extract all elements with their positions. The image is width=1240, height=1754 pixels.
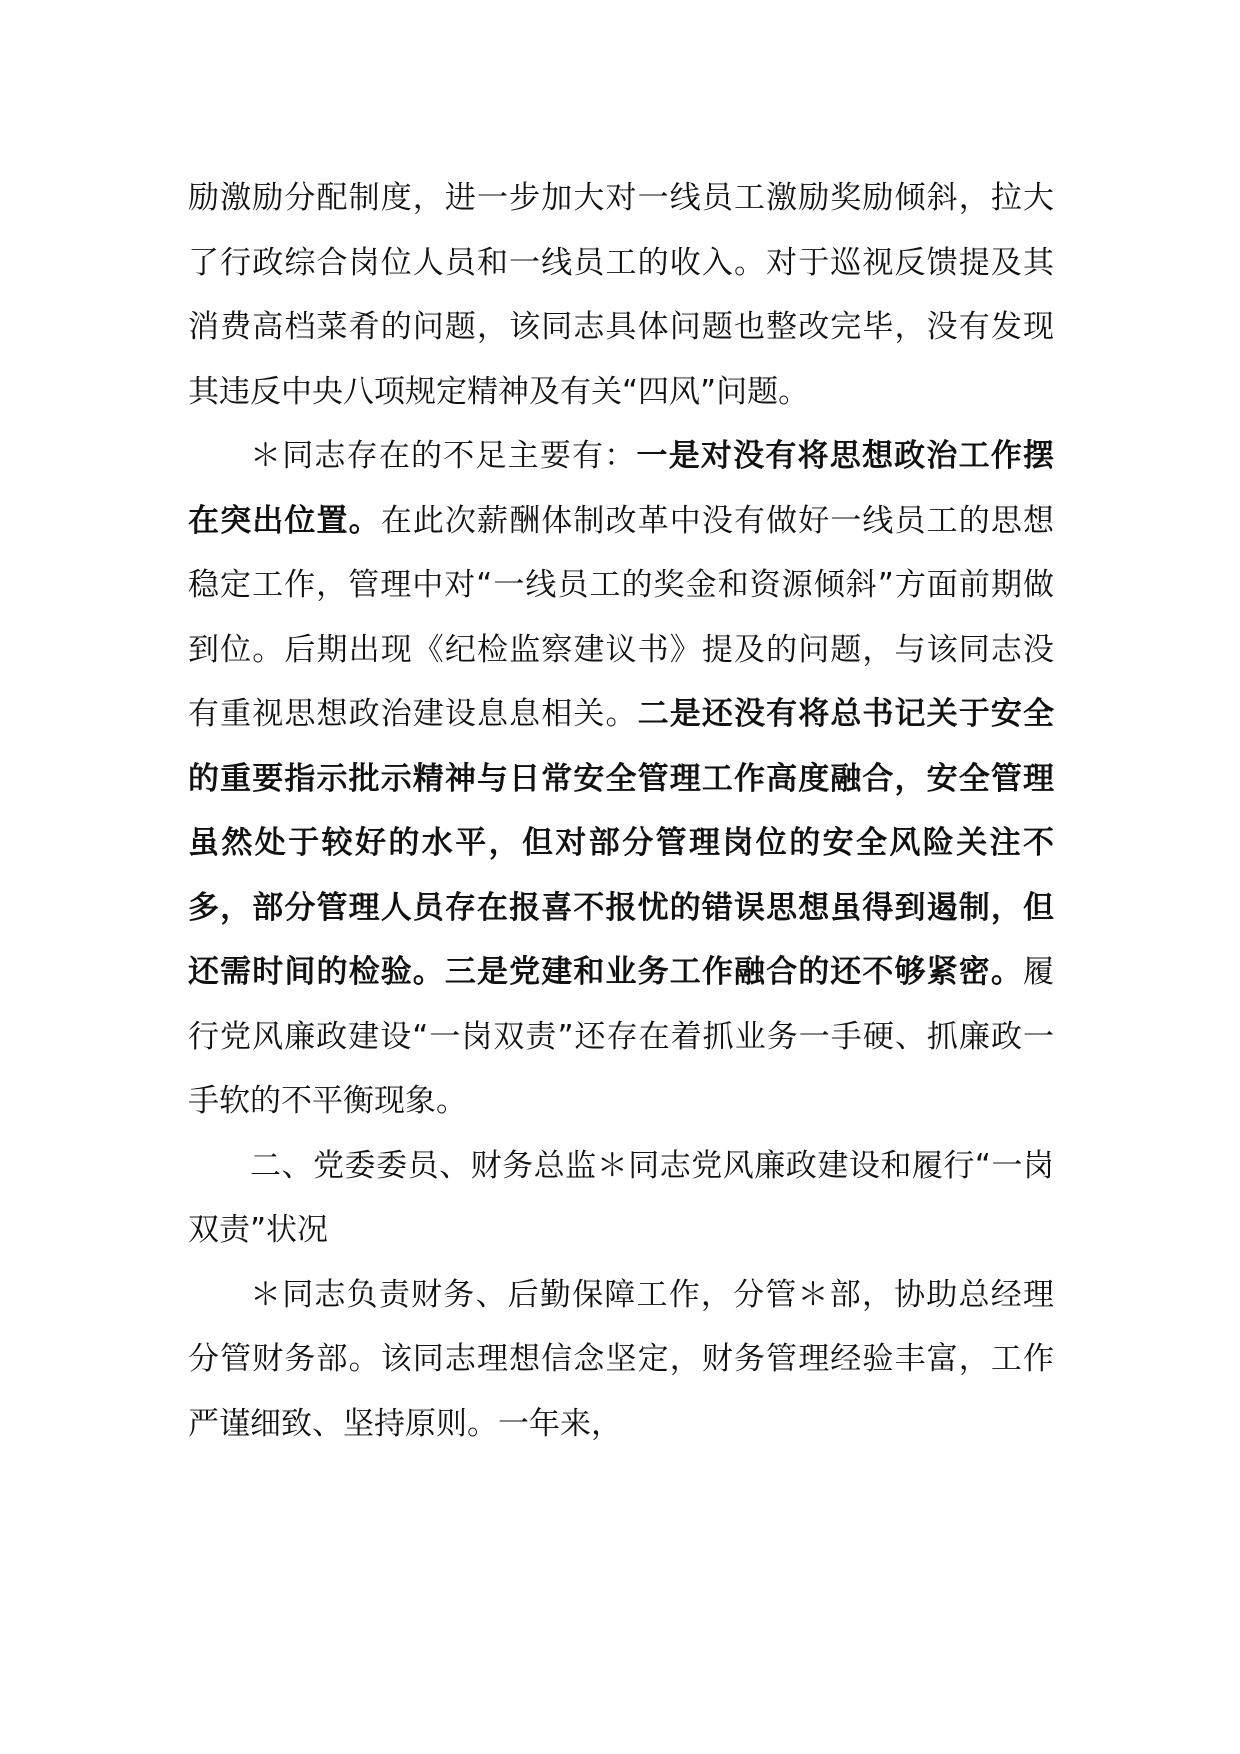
paragraph-text: ＊同志存在的不足主要有： — [250, 438, 637, 474]
paragraph-bold-text: 二是还没有将总书记关于安全的重要指示批示精神与日常安全管理工作高度融合，安全管理虽然处于较好的水平，但对部分管理岗位的安全风险关注不多，部分管理人员存在报喜不报忧的错误思想虽得到遏制，但还需时间的检验。三是党建和业务工作融合的还不够紧密。 — [188, 696, 1055, 990]
paragraph-text: ＊同志负责财务、后勤保障工作，分管＊部，协助总经理分管财务部。该同志理想信念坚定，财务管理经验丰富，工作严谨细致、坚持原则。一年来， — [188, 1276, 1054, 1442]
paragraph-1 — [188, 166, 1054, 424]
paragraph-4 — [188, 1263, 1054, 1457]
section-heading-text: 二、党委委员、财务总监＊同志党风廉政建设和履行“一岗双责”状况 — [188, 1147, 1054, 1248]
paragraph-bold-text: 一是对没有将思想政治工作摆在突出位置。 — [188, 438, 1054, 539]
document-body — [188, 166, 1054, 1456]
paragraph-2 — [188, 424, 1054, 1134]
section-heading — [188, 1134, 1054, 1263]
paragraph-text: 励激励分配制度，进一步加大对一线员工激励奖励倾斜，拉大了行政综合岗位人员和一线员工的收入。对于巡视反馈提及其消费高档菜肴的问题，该同志具体问题也整改完毕，没有发现其违反中央八项规定精神及有关“四风”问题。 — [188, 180, 1054, 410]
paragraph-text: 履行党风廉政建设“一岗双责”还存在着抓业务一手硬、抓廉政一手软的不平衡现象。 — [188, 954, 1054, 1119]
paragraph-text: 在此次薪酬体制改革中没有做好一线员工的思想稳定工作，管理中对“一线员工的奖金和资源倾斜”方面前期做到位。后期出现《纪检监察建议书》提及的问题，与该同志没有重视思想政治建设息息相关。 — [188, 502, 1055, 732]
